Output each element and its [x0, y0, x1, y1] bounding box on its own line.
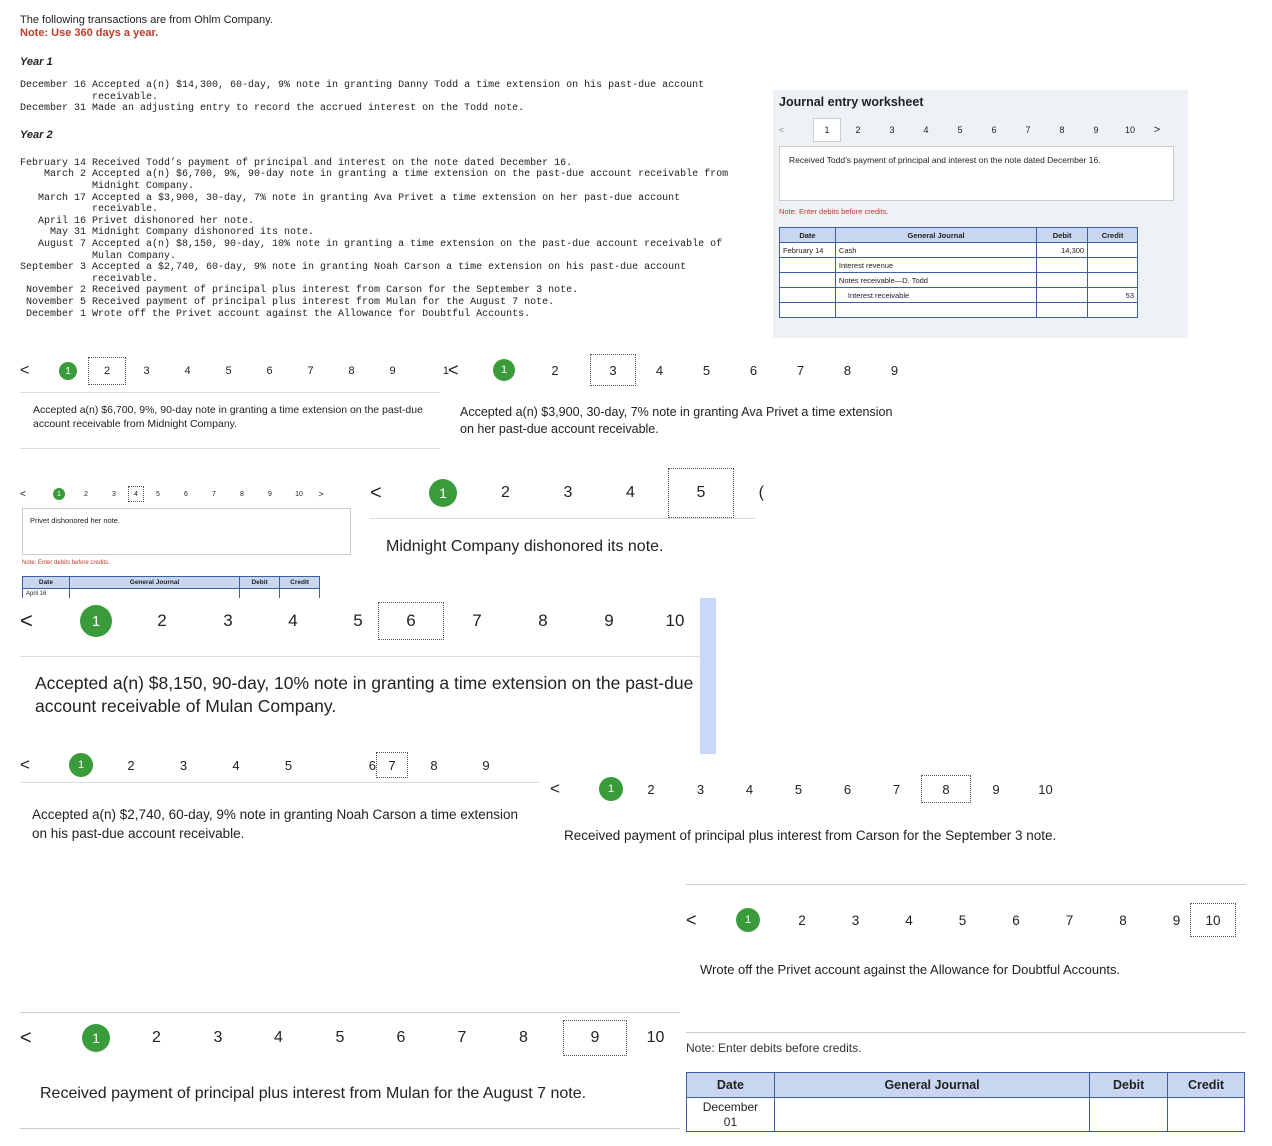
step-2-tab[interactable]: 2 — [501, 484, 510, 501]
step-1-tab[interactable] — [66, 753, 96, 777]
step-5-tab[interactable]: 5 — [353, 611, 363, 630]
step-3-tab[interactable]: 3 — [696, 781, 705, 797]
entry-credit[interactable] — [1088, 273, 1138, 288]
entry-date[interactable]: February 14 — [780, 243, 836, 258]
entry-account[interactable]: Notes receivable—D. Todd — [835, 273, 1036, 288]
tx-text: Accepted a(n) $14,300, 60-day, 9% note in granting Danny Todd a time extension on his past-due account receivable. — [92, 80, 705, 103]
prev-arrow-icon[interactable]: < — [20, 362, 30, 379]
year2-label: Year 2 — [20, 128, 53, 141]
step-8-tab[interactable]: 8 — [538, 611, 548, 630]
entry-date[interactable]: April 16 — [23, 589, 70, 599]
step-3-tab[interactable]: 3 — [143, 365, 150, 377]
step-5-tab[interactable]: 5 — [335, 1029, 345, 1046]
frag10-prompt: Received payment of principal plus interest from Mulan for the August 7 note. — [40, 1085, 587, 1102]
step-circle: 1 — [59, 362, 77, 380]
frag9-prompt: Wrote off the Privet account against the Allowance for Doubtful Accounts. — [700, 962, 1121, 977]
step-3-tab[interactable]: 3 — [179, 757, 188, 773]
step-1-tab[interactable] — [76, 605, 116, 637]
step-2-tab[interactable]: 2 — [88, 357, 126, 385]
entry-date[interactable] — [780, 273, 836, 288]
step-5-tab[interactable]: 5 — [284, 757, 293, 773]
step-2-tab[interactable]: 2 — [127, 757, 135, 773]
entry-account[interactable] — [835, 303, 1036, 318]
step-10-tab[interactable]: 10 — [295, 490, 303, 498]
step-6-tab[interactable]: 6 — [266, 365, 273, 377]
step-2-tab[interactable]: 2 — [647, 781, 655, 797]
tx-date: March 2 — [44, 169, 87, 181]
frag8-prompt: Received payment of principal plus interest from Carson for the September 3 note. — [564, 828, 1057, 843]
step-3-tab[interactable]: 3 — [889, 125, 895, 135]
step-circle: 1 — [69, 753, 93, 777]
step-7-tab[interactable]: 7 — [307, 365, 314, 377]
step-2-tab[interactable]: 2 — [855, 125, 861, 135]
step-1-tab[interactable] — [596, 777, 626, 801]
tx-date: April 16 — [38, 215, 87, 227]
step-5-tab[interactable]: 5 — [794, 781, 803, 797]
intro-note: Note: Use 360 days a year. — [20, 27, 159, 39]
step-10-tab[interactable]: 10 — [646, 1029, 665, 1046]
step-1-tab[interactable] — [418, 479, 468, 507]
entry-credit[interactable] — [1168, 1098, 1245, 1132]
step-3-tab[interactable]: 3 — [213, 1029, 223, 1046]
entry-debit[interactable] — [240, 589, 280, 599]
divider — [686, 1032, 1246, 1033]
step-9-tab[interactable]: 9 — [268, 490, 272, 498]
step-5-tab[interactable]: 5 — [156, 490, 160, 498]
step-8-tab[interactable]: 8 — [1059, 125, 1065, 135]
divider — [370, 518, 756, 519]
divider — [20, 782, 540, 783]
step-5-tab[interactable]: 5 — [957, 125, 963, 135]
step-2-tab[interactable]: 2 — [551, 362, 559, 378]
year2-transactions — [20, 158, 728, 320]
entry-credit[interactable] — [1088, 243, 1138, 258]
entry-date[interactable] — [780, 303, 836, 318]
tx-date: May 31 — [50, 227, 87, 239]
step-2-tab[interactable]: 2 — [84, 490, 88, 498]
entry-credit[interactable] — [1088, 258, 1138, 273]
entry-debit[interactable] — [1037, 273, 1088, 288]
step-5-tab[interactable]: 5 — [225, 365, 232, 377]
table-row — [780, 273, 1138, 288]
step-6-tab[interactable]: 6 — [991, 125, 997, 135]
tx-date: August 7 — [38, 238, 87, 250]
step-6-tab[interactable]: 6 — [184, 490, 188, 498]
table-row — [780, 258, 1138, 273]
step-8-tab[interactable]: 8 — [921, 775, 971, 803]
frag4-prompt: Privet dishonored her note. — [30, 516, 121, 525]
step-1-tab[interactable] — [76, 1024, 116, 1052]
frag10-step-bar — [20, 1020, 684, 1056]
tx-date: December 16 — [20, 80, 87, 91]
step-8-tab[interactable]: 8 — [843, 362, 852, 378]
col-journal: General Journal — [69, 577, 239, 589]
worksheet-journal-table — [779, 227, 1138, 318]
tx-text: Received Todd’s payment of principal and interest on the note dated December 16. — [92, 157, 573, 169]
tx-date: February 14 — [20, 157, 87, 169]
frag9-step-bar — [686, 903, 1236, 937]
step-6-tab[interactable]: ( — [758, 484, 764, 501]
step-7-tab[interactable]: 7 — [457, 1029, 467, 1046]
step-circle: 1 — [80, 605, 112, 637]
step-8-tab[interactable]: 8 — [430, 757, 438, 773]
table-row — [20, 193, 728, 216]
year1-transactions — [20, 80, 704, 115]
step-3-tab[interactable]: 3 — [223, 611, 233, 630]
step-circle: 1 — [429, 479, 457, 507]
step-9-tab[interactable]: 9 — [1093, 125, 1099, 135]
step-3-tab[interactable]: 3 — [851, 912, 860, 928]
entry-date[interactable] — [780, 288, 836, 303]
divider — [20, 656, 700, 657]
step-9-tab[interactable]: 9 — [482, 757, 490, 773]
table-row — [780, 288, 1138, 303]
col-credit: Credit — [280, 577, 320, 589]
frag4-note: Note: Enter debits before credits. — [22, 560, 110, 566]
step-5-tab[interactable]: 5 — [702, 362, 711, 378]
entry-credit[interactable]: 53 — [1088, 288, 1138, 303]
step-6-tab[interactable]: 6 — [368, 757, 376, 773]
entry-account[interactable]: Interest revenue — [835, 258, 1036, 273]
step-9-tab[interactable]: 9 — [563, 1020, 627, 1056]
next-arrow-icon[interactable]: > — [1153, 124, 1161, 136]
tx-text: Privet dishonored her note. — [92, 215, 255, 227]
tx-text: Wrote off the Privet account against the Allowance for Doubtful Accounts. — [92, 308, 531, 320]
step-3-tab[interactable]: 3 — [563, 484, 573, 501]
divider — [20, 1012, 680, 1013]
table-row — [20, 80, 704, 103]
col-journal: General Journal — [835, 228, 1036, 243]
divider — [20, 448, 440, 449]
tx-text: Made an adjusting entry to record the accrued interest on the Todd note. — [92, 103, 525, 115]
frag4-step-bar — [20, 486, 328, 502]
step-4-tab[interactable]: 4 — [232, 757, 240, 773]
frag5-step-bar — [370, 468, 764, 518]
step-5-tab[interactable]: 5 — [958, 912, 967, 928]
table-row — [780, 243, 1138, 258]
tx-text: Accepted a(n) $8,150, 90-day, 10% note in granting a time extension on the past-due account receivable of Mulan Company. — [92, 238, 723, 262]
entry-account[interactable] — [69, 589, 239, 599]
table-row — [20, 169, 728, 192]
step-9-tab[interactable]: 9 — [389, 365, 396, 377]
divider — [686, 884, 1246, 885]
step-4-tab[interactable]: 4 — [626, 484, 635, 501]
step-7-tab[interactable]: 7 — [892, 781, 901, 797]
tx-text: Accepted a $2,740, 60-day, 9% note in granting Noah Carson a time extension on his past-due account receivable. — [92, 262, 687, 285]
entry-date[interactable] — [780, 258, 836, 273]
col-date: Date — [780, 228, 836, 243]
table-row — [20, 158, 728, 170]
frag3-step-bar — [448, 354, 918, 386]
tx-date: March 17 — [38, 192, 87, 204]
step-10-tab[interactable]: 10 — [1124, 125, 1135, 135]
step-1-tab[interactable] — [48, 362, 88, 380]
prev-arrow-icon[interactable]: < — [448, 359, 459, 380]
step-6-tab[interactable]: 6 — [843, 781, 852, 797]
entry-debit[interactable] — [1037, 258, 1088, 273]
step-7-tab[interactable]: 7 — [796, 362, 805, 378]
divider — [20, 1128, 680, 1129]
tx-date: September 3 — [20, 262, 87, 274]
col-credit: Credit — [1168, 1073, 1245, 1098]
step-8-tab[interactable]: 8 — [519, 1029, 528, 1046]
step-4-tab[interactable]: 4 — [128, 486, 144, 502]
worksheet-note: Note: Enter debits before credits. — [779, 207, 889, 216]
frag9-journal-table — [686, 1072, 1245, 1132]
prev-arrow-icon[interactable]: < — [20, 488, 26, 500]
entry-debit[interactable] — [1037, 288, 1088, 303]
step-9-tab[interactable]: 9 — [992, 781, 1000, 797]
tx-text: Received payment of principal plus interest from Mulan for the August 7 note. — [92, 296, 555, 308]
entry-account[interactable]: Interest receivable — [835, 288, 1036, 303]
entry-debit[interactable] — [1090, 1098, 1168, 1132]
prev-arrow-icon[interactable]: < — [370, 481, 382, 504]
step-circle: 1 — [53, 488, 65, 500]
step-7-tab[interactable]: 7 — [1065, 912, 1074, 928]
scrollbar[interactable] — [700, 598, 716, 754]
frag5-prompt: Midnight Company dishonored its note. — [386, 538, 664, 555]
step-4-tab[interactable]: 4 — [923, 125, 929, 135]
col-date: Date — [23, 577, 70, 589]
step-7-tab[interactable]: 7 — [212, 490, 216, 498]
step-circle: 1 — [82, 1024, 110, 1052]
worksheet-step-bar — [779, 118, 1167, 142]
step-7-tab[interactable]: 7 — [1025, 125, 1031, 135]
prev-arrow-icon[interactable]: < — [20, 608, 33, 633]
step-1-tab[interactable] — [46, 488, 72, 500]
step-8-tab[interactable]: 8 — [1119, 912, 1127, 928]
table-row — [687, 1098, 1245, 1132]
step-4-tab[interactable]: 4 — [288, 611, 298, 630]
frag7-prompt: Accepted a(n) $2,740, 60-day, 9% note in granting Noah Carson a time extension on his past-due account receivable. — [32, 807, 519, 841]
step-10-tab[interactable]: 1 — [442, 365, 449, 377]
table-row — [20, 216, 728, 228]
col-debit: Debit — [1090, 1073, 1168, 1098]
step-9-tab[interactable]: 9 — [604, 611, 614, 630]
step-circle: 1 — [493, 359, 515, 381]
problem-statement — [20, 14, 728, 320]
table-row — [20, 103, 704, 115]
step-7-tab[interactable]: 7 — [376, 752, 408, 778]
frag2-prompt: Accepted a(n) $6,700, 9%, 90-day note in granting a time extension on the past-due account receivable from Midnight Company. — [33, 404, 423, 430]
entry-debit[interactable] — [1037, 303, 1088, 318]
tx-text: Received payment of principal plus interest from Carson for the September 3 note. — [92, 285, 579, 297]
step-circle: 1 — [736, 908, 760, 932]
col-credit: Credit — [1088, 228, 1138, 243]
step-4-tab[interactable]: 4 — [905, 912, 913, 928]
table-row — [20, 239, 728, 262]
entry-credit[interactable] — [1088, 303, 1138, 318]
entry-account[interactable]: Cash — [835, 243, 1036, 258]
step-7-tab[interactable]: 7 — [472, 611, 482, 630]
tx-text: Accepted a(n) $6,700, 9%, 90-day note in granting a time extension on the past-due account receivable from Midnight Company. — [92, 169, 729, 192]
step-6-tab[interactable]: 6 — [749, 362, 758, 378]
step-2-tab[interactable]: 2 — [152, 1029, 161, 1046]
step-6-tab[interactable]: 6 — [1012, 912, 1020, 928]
frag7-step-bar — [20, 752, 512, 778]
step-1-tab[interactable] — [734, 908, 762, 932]
table-row — [20, 227, 728, 239]
step-6-tab[interactable]: 6 — [396, 1029, 406, 1046]
tx-text: Midnight Company dishonored its note. — [92, 227, 315, 239]
frag9-note: Note: Enter debits before credits. — [686, 1041, 862, 1055]
entry-date[interactable]: December 01 — [687, 1098, 775, 1132]
step-9-tab[interactable]: 9 — [1172, 912, 1181, 928]
tx-date: December 1 — [26, 308, 87, 320]
step-4-tab[interactable]: 4 — [184, 365, 191, 377]
step-6-tab[interactable]: 6 — [378, 602, 444, 640]
table-row — [20, 262, 728, 285]
tx-date: December 31 — [20, 103, 87, 115]
col-date: Date — [687, 1073, 775, 1098]
prev-arrow-icon[interactable]: < — [550, 779, 560, 798]
table-row — [780, 303, 1138, 318]
tx-date: November 5 — [26, 296, 87, 308]
frag6-step-bar — [20, 602, 708, 640]
step-10-tab[interactable]: 10 — [1190, 903, 1236, 937]
worksheet-prompt: Received Todd’s payment of principal and interest on the note dated December 16. — [789, 155, 1101, 165]
table-row — [20, 285, 728, 297]
next-arrow-icon[interactable]: > — [318, 489, 324, 499]
col-debit: Debit — [240, 577, 280, 589]
frag2-step-bar — [20, 356, 449, 386]
table-row — [20, 297, 728, 309]
step-3-tab[interactable]: 3 — [112, 490, 116, 498]
divider — [20, 392, 440, 393]
entry-debit[interactable]: 14,300 — [1037, 243, 1088, 258]
table-row — [23, 589, 320, 599]
col-journal: General Journal — [774, 1073, 1089, 1098]
step-4-tab[interactable]: 4 — [655, 362, 664, 378]
prev-arrow-icon[interactable]: < — [20, 1026, 32, 1049]
frag3-prompt: Accepted a(n) $3,900, 30-day, 7% note in granting Ava Privet a time extension on her past-due account receivable. — [460, 405, 893, 436]
frag8-step-bar — [550, 775, 1070, 803]
step-5-tab[interactable]: 5 — [668, 468, 734, 518]
col-debit: Debit — [1037, 228, 1088, 243]
step-10-tab[interactable]: 10 — [665, 611, 685, 630]
frag6-prompt: Accepted a(n) $8,150, 90-day, 10% note in granting a time extension on the past-due account receivable of Mulan Company. — [35, 673, 694, 716]
table-row — [20, 309, 728, 321]
step-8-tab[interactable]: 8 — [348, 365, 355, 377]
step-1-tab[interactable] — [488, 359, 520, 381]
step-8-tab[interactable]: 8 — [240, 490, 244, 498]
step-1-tab[interactable]: 1 — [813, 118, 841, 142]
tx-text: Accepted a $3,900, 30-day, 7% note in granting Ava Privet a time extension on her past-due account receivable. — [92, 192, 681, 216]
step-10-tab[interactable]: 10 — [1038, 781, 1053, 797]
prev-arrow-icon[interactable]: < — [20, 755, 30, 774]
step-circle: 1 — [599, 777, 623, 801]
intro-line: The following transactions are from Ohlm Company. — [20, 14, 273, 26]
frag4-journal-table — [22, 576, 320, 599]
prev-arrow-icon[interactable]: < — [779, 125, 785, 135]
step-4-tab[interactable]: 4 — [274, 1029, 283, 1046]
entry-credit[interactable] — [280, 589, 320, 599]
step-2-tab[interactable]: 2 — [798, 912, 806, 928]
worksheet-title: Journal entry worksheet — [779, 95, 924, 109]
step-2-tab[interactable]: 2 — [157, 611, 167, 630]
step-4-tab[interactable]: 4 — [745, 781, 754, 797]
tx-date: November 2 — [26, 285, 87, 297]
step-9-tab[interactable]: 9 — [890, 362, 899, 378]
year1-label: Year 1 — [20, 56, 53, 68]
prev-arrow-icon[interactable]: < — [686, 909, 697, 930]
step-3-tab[interactable]: 3 — [590, 354, 636, 386]
entry-account[interactable] — [774, 1098, 1089, 1132]
